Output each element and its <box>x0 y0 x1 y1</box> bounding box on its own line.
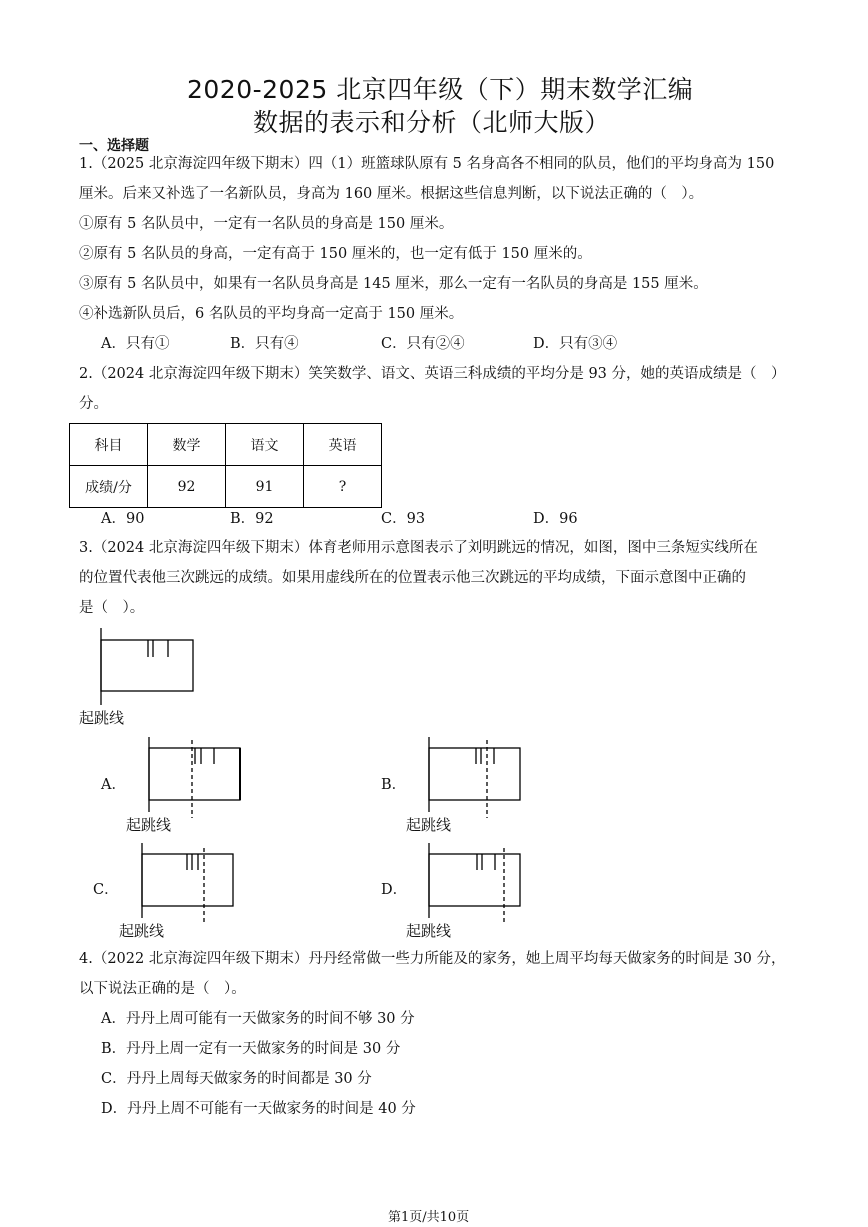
page-number: 第1页/共10页 <box>388 1210 470 1225</box>
q4-option-c[interactable]: C．丹丹上周每天做家务的时间都是 30 分 <box>101 1071 372 1087</box>
section-heading: 一、选择题 <box>79 138 149 154</box>
option-c-diagram <box>142 843 233 924</box>
q4-option-b[interactable]: B．丹丹上周一定有一天做家务的时间是 30 分 <box>101 1041 401 1057</box>
q2-option-a[interactable]: A．90 <box>101 511 145 527</box>
table-cell: 92 <box>148 466 226 508</box>
q3-text-line2: 的位置代表他三次跳远的成绩。如果用虚线所在的位置表示他三次跳远的平均成绩，下面示意图中正确的 <box>79 570 746 586</box>
q1-option-a[interactable]: A．只有① <box>101 336 170 352</box>
page-title-line1: 2020-2025 北京四年级（下）期末数学汇编 <box>187 75 694 104</box>
q3-text-line1: 3.（2024 北京海淀四年级下期末）体育老师用示意图表示了刘明跳远的情况，如图，图中三条短实线所在 <box>79 540 758 556</box>
option-b-diagram <box>429 737 520 818</box>
option-d-diagram-label: 起跳线 <box>406 922 452 940</box>
table-cell: 科目 <box>70 424 148 466</box>
q3-option-d[interactable]: D． <box>381 882 408 898</box>
q1-text-line2: 厘米。后来又补选了一名新队员，身高为 160 厘米。根据这些信息判断，以下说法正确的（ ）。 <box>79 186 704 202</box>
option-b-diagram-label: 起跳线 <box>406 816 452 834</box>
q1-option-b[interactable]: B．只有④ <box>230 336 299 352</box>
q3-text-line3: 是（ ）。 <box>79 600 145 616</box>
table-cell: 英语 <box>304 424 382 466</box>
q4-text-line1: 4.（2022 北京海淀四年级下期末）丹丹经常做一些力所能及的家务，她上周平均每天做家务的时间是 30 分， <box>79 951 786 967</box>
table-cell: 数学 <box>148 424 226 466</box>
q1-option-d[interactable]: D．只有③④ <box>533 336 618 352</box>
q1-statement-4: ④补选新队员后，6 名队员的平均身高一定高于 150 厘米。 <box>79 306 464 322</box>
q4-option-a[interactable]: A．丹丹上周可能有一天做家务的时间不够 30 分 <box>101 1011 415 1027</box>
table-cell: ? <box>304 466 382 508</box>
main-jump-diagram <box>101 628 193 705</box>
q1-statement-2: ②原有 5 名队员的身高，一定有高于 150 厘米的，也一定有低于 150 厘米的。 <box>79 246 592 262</box>
q1-option-c[interactable]: C．只有②④ <box>381 336 465 352</box>
option-a-diagram-label: 起跳线 <box>126 816 172 834</box>
table-cell: 91 <box>226 466 304 508</box>
q1-statement-1: ①原有 5 名队员中，一定有一名队员的身高是 150 厘米。 <box>79 216 454 232</box>
q4-text-line2: 以下说法正确的是（ ）。 <box>79 981 246 997</box>
q3-option-c[interactable]: C． <box>93 882 119 898</box>
table-cell: 语文 <box>226 424 304 466</box>
option-c-diagram-label: 起跳线 <box>119 922 165 940</box>
main-diagram-label: 起跳线 <box>79 709 125 727</box>
q2-text-line1: 2.（2024 北京海淀四年级下期末）笑笑数学、语文、英语三科成绩的平均分是 93 分，她的英语成绩是（ ） <box>79 366 786 382</box>
q1-text-line1: 1.（2025 北京海淀四年级下期末）四（1）班篮球队原有 5 名身高各不相同的队员，他们的平均身高为 150 <box>79 156 775 172</box>
option-a-diagram <box>149 737 240 818</box>
q2-option-d[interactable]: D．96 <box>533 511 578 527</box>
q2-text-line2: 分。 <box>79 396 108 412</box>
q2-option-c[interactable]: C．93 <box>381 511 426 527</box>
q4-option-d[interactable]: D．丹丹上周不可能有一天做家务的时间是 40 分 <box>101 1101 416 1117</box>
table-cell: 成绩/分 <box>70 466 148 508</box>
q2-option-b[interactable]: B．92 <box>230 511 274 527</box>
q3-option-b[interactable]: B． <box>381 777 407 793</box>
option-d-diagram <box>429 843 520 924</box>
page-title-line2: 数据的表示和分析（北师大版） <box>253 108 611 137</box>
q3-option-a[interactable]: A． <box>101 777 126 793</box>
q1-statement-3: ③原有 5 名队员中，如果有一名队员身高是 145 厘米，那么一定有一名队员的身高是 155 厘米。 <box>79 276 708 292</box>
